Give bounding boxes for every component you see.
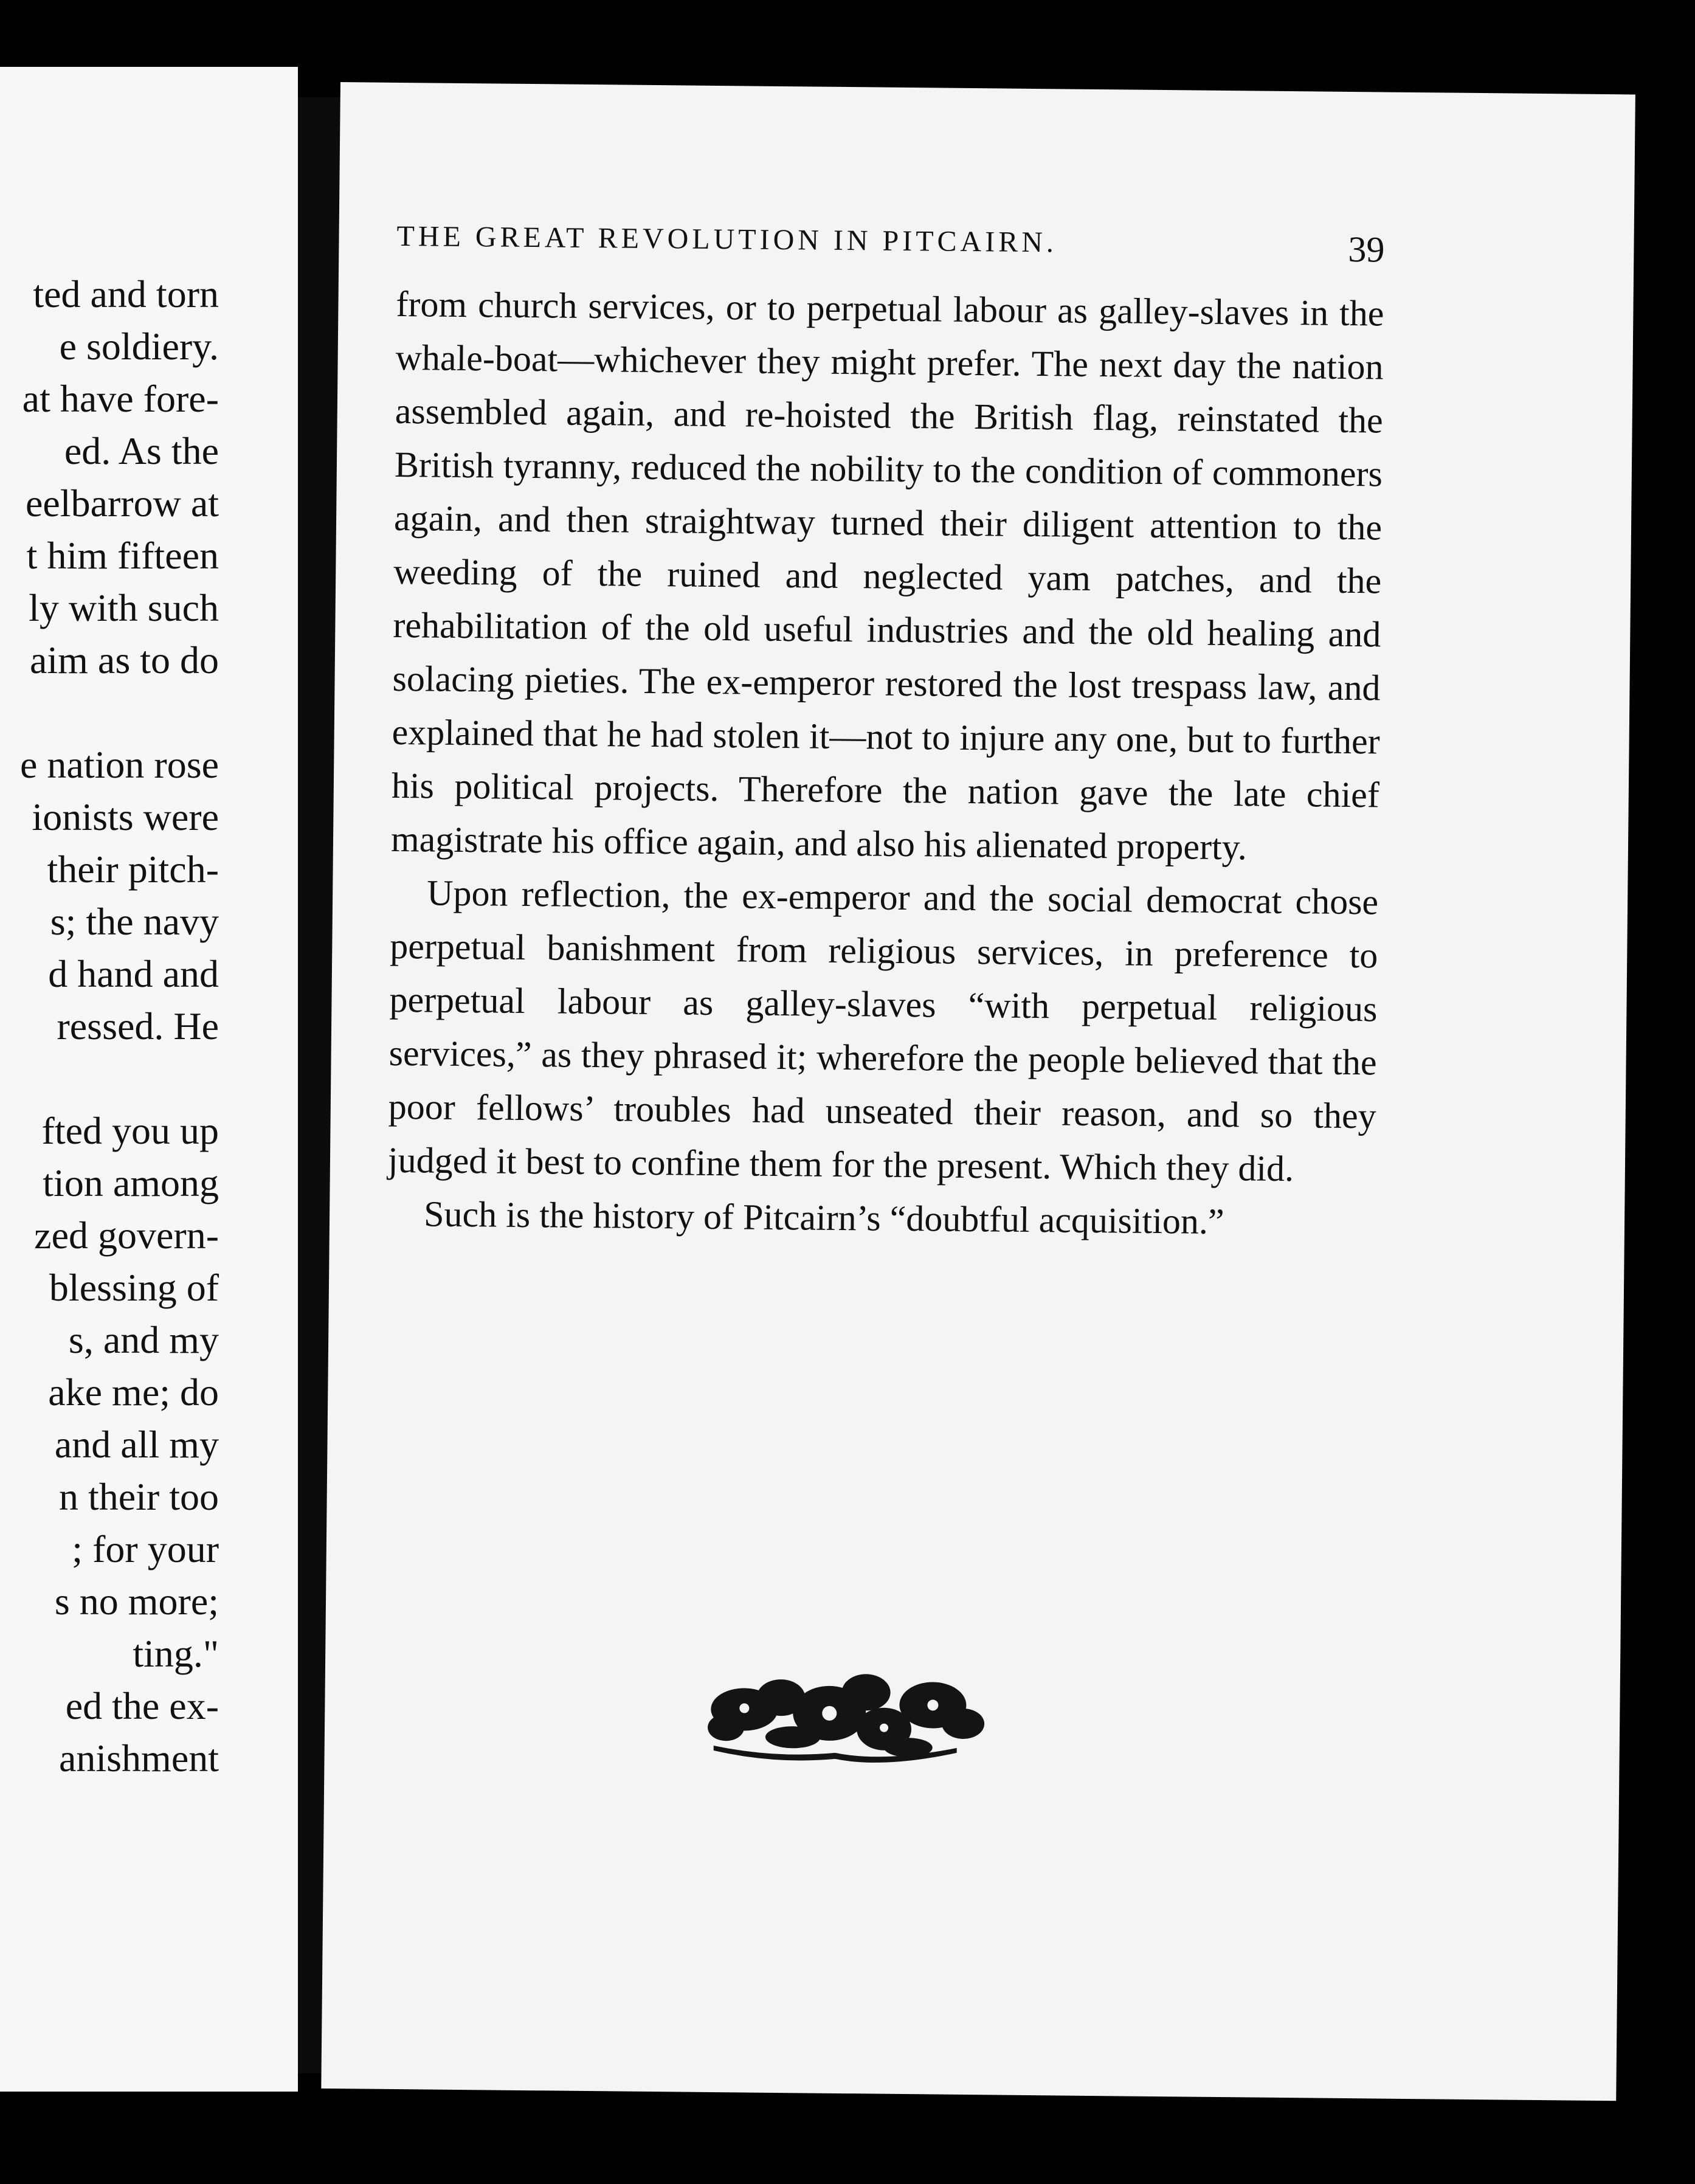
left-page-line: ting." — [133, 1632, 219, 1675]
left-page-line: anishment — [58, 1736, 219, 1780]
left-page-line: ake me; do — [48, 1370, 219, 1414]
left-page-line: ; for your — [72, 1527, 219, 1571]
floral-ornament-icon — [701, 1654, 994, 1779]
running-header — [396, 219, 1385, 270]
left-page-line: d hand and — [48, 952, 219, 995]
body-text — [387, 277, 1384, 1250]
left-page-line: blessing of — [49, 1266, 219, 1309]
left-page-line: and all my — [54, 1423, 219, 1466]
paragraph-2: Upon reflection, the ex-emperor and the social democrat chose perpetual banishment from religious services, in preference to perpetual labour as galley-slaves “with perpetual religious services,” as they phrased it; wherefore the people believed that the poor fellows’ troubles had unseated their reason, and so they judged it best to confine them for the present. Which they did. — [387, 873, 1379, 1189]
left-page-line: ly with such — [29, 586, 219, 629]
left-page-line: ed. As the — [64, 429, 219, 472]
left-page-line: ionists were — [32, 795, 219, 838]
left-page — [0, 67, 298, 2092]
left-page-line: s, and my — [68, 1318, 219, 1361]
left-page-line: ted and torn — [33, 272, 219, 316]
left-page-line: n their too — [58, 1475, 219, 1518]
paragraph-3: Such is the history of Pitcairn’s “doubtful acquisition.” — [423, 1194, 1224, 1242]
right-page — [321, 82, 1635, 2101]
paragraph-1: from church services, or to perpetual labour as galley-slaves in the whale-boat—whichever they might prefer. The next day the nation assembled again, and re-hoisted the British flag, reinstated the British tyranny, reduced the nobility to the condition of commoners again, and then straightway turned their diligent attention to the weeding of the ruined and neglected yam patches, and the rehabilitation of the old useful industries and the old healing and solacing pieties. The ex-emperor restored the lost trespass law, and explained that he had stolen it—not to injure any one, but to further his political projects. Therefore the nation gave the late chief magistrate his office again, and also his alienated property. — [390, 283, 1384, 868]
left-page-line: their pitch- — [47, 848, 219, 891]
left-page-line: ed the ex- — [65, 1684, 219, 1727]
left-page-line: eelbarrow at — [25, 482, 219, 525]
left-page-line: s no more; — [54, 1580, 219, 1623]
left-page-line: t him fifteen — [26, 534, 219, 577]
left-page-line: s; the navy — [50, 900, 219, 943]
left-page-line: e nation rose — [20, 743, 219, 786]
left-page-line: e soldiery. — [59, 325, 219, 368]
left-page-line: aim as to do — [29, 638, 219, 682]
left-page-line: fted you up — [41, 1109, 219, 1152]
left-page-line: tion among — [43, 1161, 219, 1204]
left-page-line: ressed. He — [57, 1004, 219, 1048]
left-page-line: at have fore- — [22, 377, 219, 420]
page-number: 39 — [1348, 229, 1385, 270]
left-page-line: zed govern- — [34, 1214, 219, 1257]
running-title: THE GREAT REVOLUTION IN PITCAIRN. — [396, 219, 1058, 259]
